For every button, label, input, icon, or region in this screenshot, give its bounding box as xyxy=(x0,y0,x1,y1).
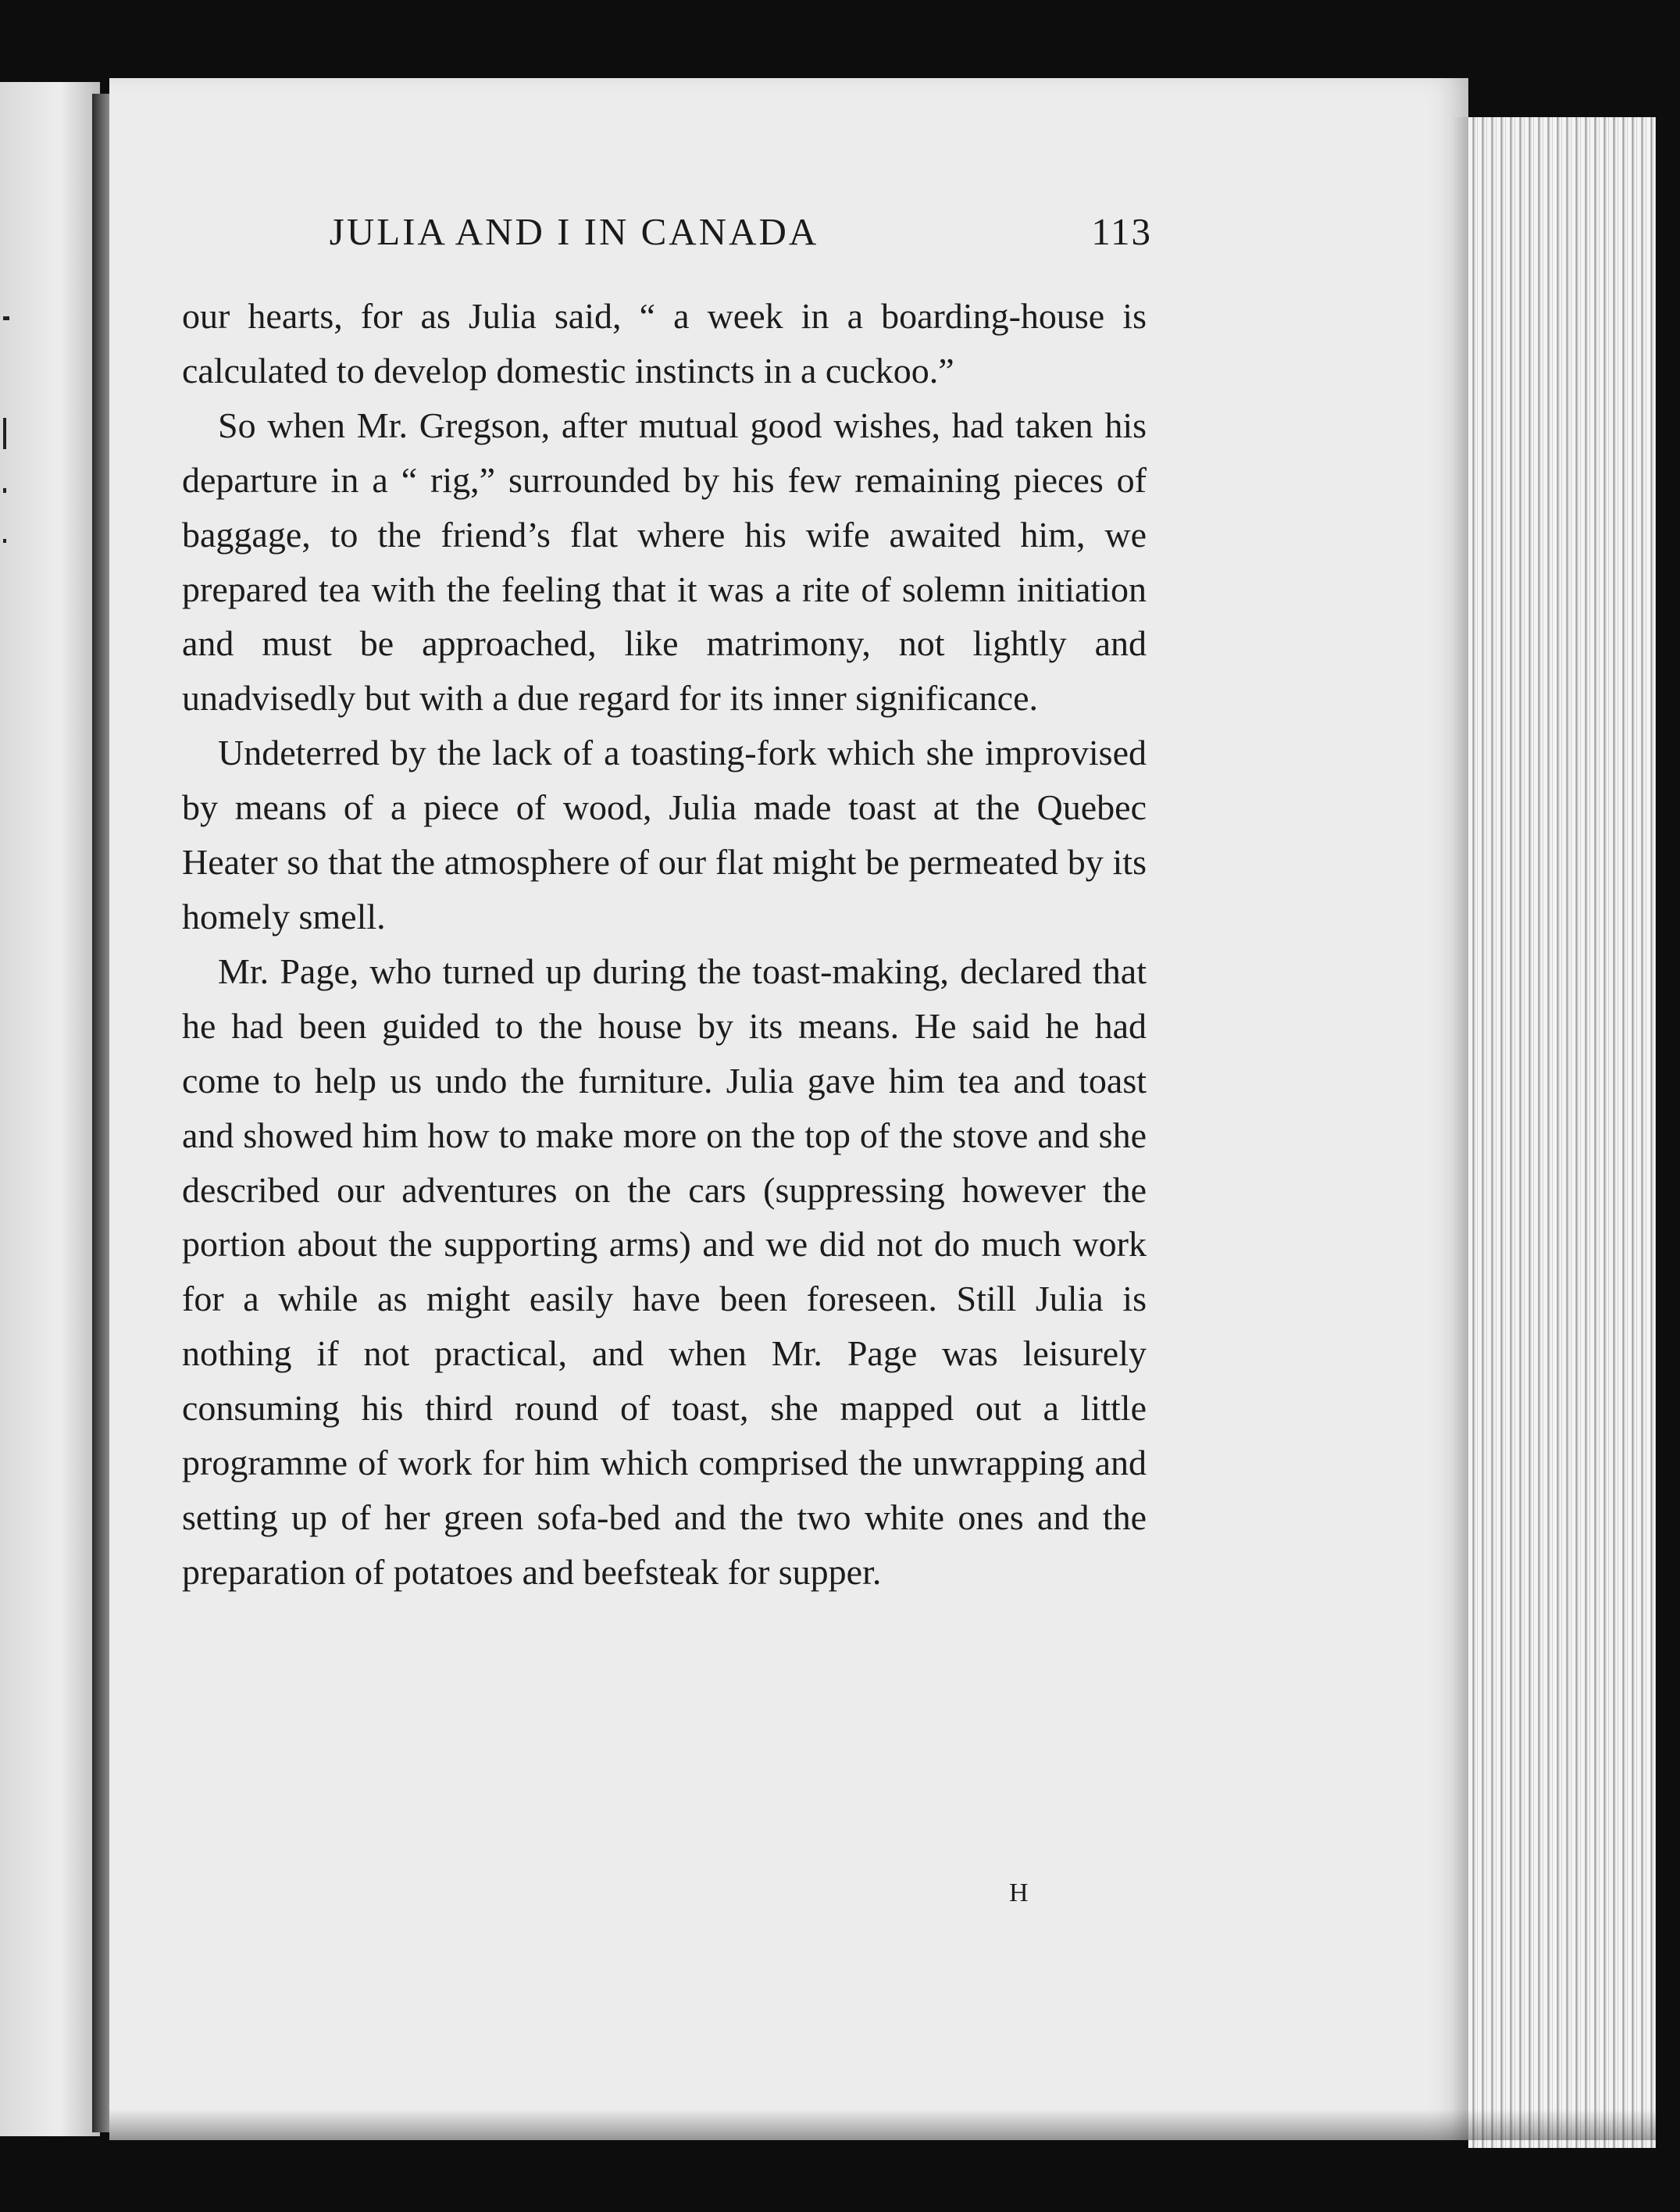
running-head xyxy=(184,209,1152,264)
page-edges-stack xyxy=(1468,117,1656,2148)
facing-page-edge xyxy=(0,82,100,2136)
facing-page-ink-mark xyxy=(3,316,9,320)
running-title: JULIA AND I IN CANADA xyxy=(329,210,819,253)
paragraph: Undeterred by the lack of a toasting-fork which she improvised by means of a piece of wood, Julia made toast at the Quebec Heater so that the atmosphere of our flat might be permeated by its homely smell. xyxy=(182,733,1147,937)
page-bottom-shadow xyxy=(109,2109,1656,2140)
body-text xyxy=(182,289,1147,1600)
signature-mark: H xyxy=(1009,1878,1029,1907)
paragraph: So when Mr. Gregson, after mutual good wishes, had taken his departure in a “ rig,” surrounded by his few remaining pieces of baggage, to the friend’s flat where his wife awaited him, we prepared tea with the feeling that it was a rite of solemn initiation and must be approached, like matrimony, not lightly and unadvisedly but with a due regard for its inner significance. xyxy=(182,405,1147,719)
facing-page-ink-mark xyxy=(3,488,6,493)
page-number: 113 xyxy=(1091,210,1152,253)
facing-page-ink-mark xyxy=(3,539,6,543)
paragraph: our hearts, for as Julia said, “ a week in a boarding-house is calculated to develop domestic instincts in a cuckoo.” xyxy=(182,296,1147,391)
facing-page-ink-mark xyxy=(3,418,6,449)
paragraph: Mr. Page, who turned up during the toast-making, declared that he had been guided to the house by its means. He said he had come to help us undo the furniture. Julia gave him tea and toast and showed him how to make more on the top of the stove and she described our adventures on the cars (suppressing however the portion about the supporting arms) and we did not do much work for a while as might easily have been foreseen. Still Julia is nothing if not practical, and when Mr. Page was leisurely consuming his third round of toast, she mapped out a little programme of work for him which comprised the unwrapping and setting up of her green sofa-bed and the two white ones and the preparation of potatoes and beefsteak for supper. xyxy=(182,951,1147,1592)
